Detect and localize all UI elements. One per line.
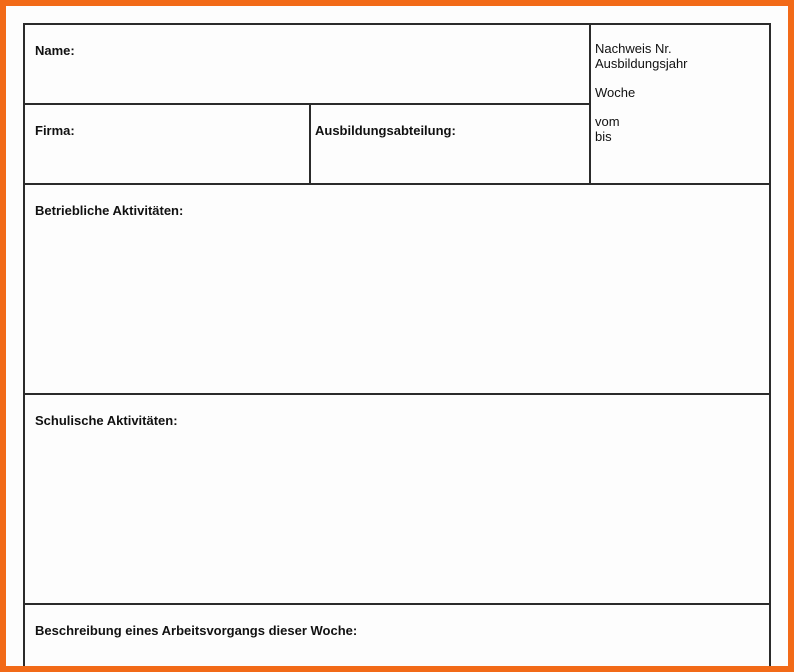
divider-firma-abteilung (309, 105, 311, 183)
beschreibung-section-label: Beschreibung eines Arbeitsvorgangs dieser Woche: (35, 623, 358, 638)
betrieblich-section-label: Betriebliche Aktivitäten: (35, 203, 184, 218)
nachweis-label: Nachweis Nr. (595, 41, 672, 56)
divider-schulisch-bottom (25, 603, 769, 605)
ausbildungsjahr-label: Ausbildungsjahr (595, 56, 688, 71)
bis-label: bis (595, 129, 612, 144)
divider-betrieblich-bottom (25, 393, 769, 395)
divider-header-bottom (25, 183, 769, 185)
name-field-label: Name: (35, 43, 75, 58)
abteilung-field-label: Ausbildungsabteilung: (315, 123, 456, 138)
divider-name-row (25, 103, 589, 105)
divider-header-right (589, 25, 591, 183)
schulisch-section-label: Schulische Aktivitäten: (35, 413, 178, 428)
woche-label: Woche (595, 85, 636, 100)
report-form (23, 23, 771, 672)
vom-label: vom (595, 114, 620, 129)
firma-field-label: Firma: (35, 123, 75, 138)
